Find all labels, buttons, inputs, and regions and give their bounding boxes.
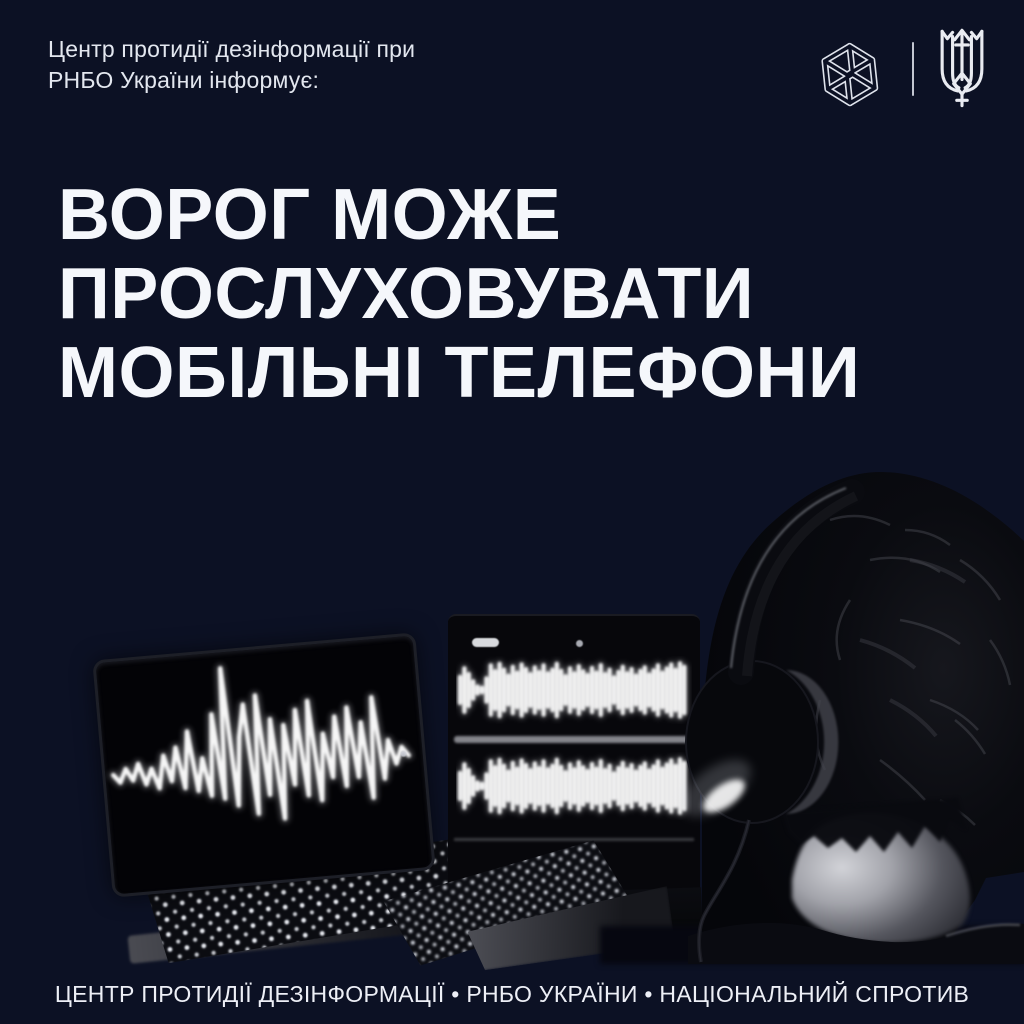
window-chrome-dash [472,638,499,647]
issuer-note-line2: РНБО України інформує: [48,67,320,93]
oscilloscope-waveform [95,636,426,888]
issuer-note-line1: Центр протидії дезінформації при [48,36,416,62]
left-laptop-screen [92,632,436,897]
person-silhouette [560,440,1024,964]
headline-line1: ВОРОГ МОЖЕ [58,175,562,255]
headline-line2: ПРОСЛУХОВУВАТИ [58,254,755,334]
footer-strip [0,981,1024,1008]
headline-line3: МОБІЛЬНІ ТЕЛЕФОНИ [58,333,861,413]
footer-text: ЦЕНТР ПРОТИДІЇ ДЕЗІНФОРМАЦІЇ • РНБО УКРАЇНИ • НАЦІОНАЛЬНИЙ СПРОТИВ [54,981,970,1007]
